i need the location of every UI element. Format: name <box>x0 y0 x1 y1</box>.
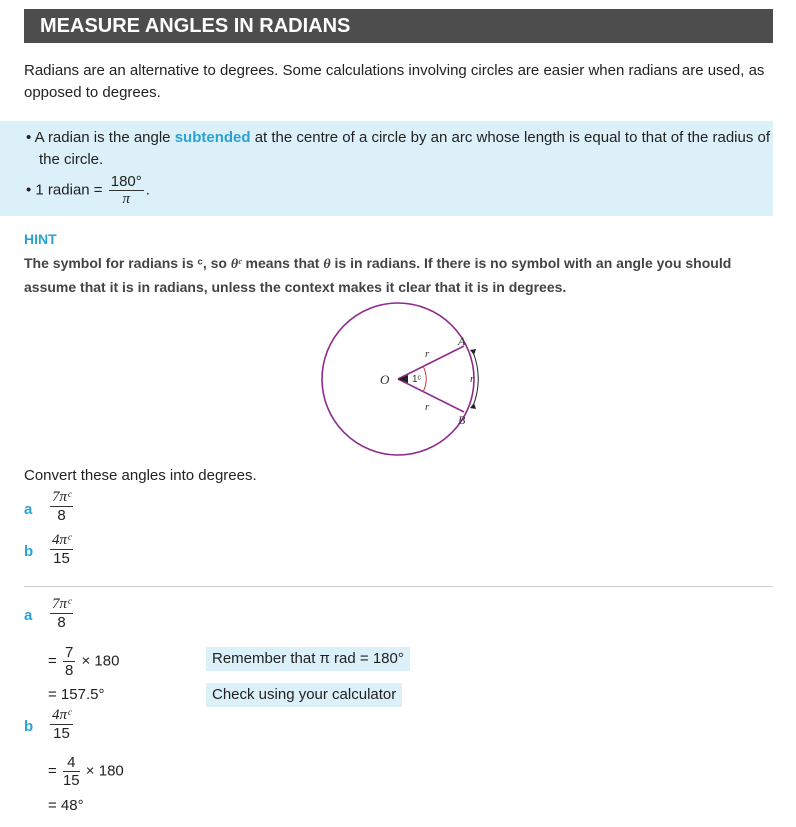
solution-b-fraction <box>50 707 73 742</box>
solution-a-result: = 157.5° <box>48 686 105 703</box>
multiply-180: × 180 <box>85 762 124 780</box>
equation-period: . <box>145 181 150 199</box>
solution-b-expression <box>48 707 75 742</box>
arc-arrowhead-top <box>470 349 476 355</box>
question-prompt: Convert these angles into degrees. <box>24 467 257 484</box>
key-point-radian-conversion: • 1 radian = $\frac{180^\circ}{\pi}$ . <box>26 173 150 207</box>
solution-a-expression <box>48 596 75 631</box>
hint-title: HINT <box>24 231 57 247</box>
multiply-180: × 180 <box>81 652 120 670</box>
solution-a-label: a <box>24 607 33 624</box>
fraction-denominator: π <box>122 191 130 207</box>
radian-circle-diagram <box>300 300 500 460</box>
fraction-numerator: 4πᶜ <box>52 532 71 548</box>
solution-b-label: b <box>24 718 34 735</box>
section-header <box>24 9 773 43</box>
solution-a-step1 <box>48 644 119 679</box>
label-a: A <box>458 334 466 348</box>
fraction-denominator: 8 <box>57 614 66 631</box>
radian-equation-label: 1 radian = <box>35 181 103 199</box>
hint-part: means that <box>241 255 324 271</box>
hint-text <box>24 252 759 298</box>
solution-b-step1-fraction <box>63 754 80 789</box>
fraction-numerator: 7πᶜ <box>52 489 71 505</box>
solution-b-result: = 48° <box>48 797 84 814</box>
label-radius-top: r <box>425 348 430 360</box>
radius-oa <box>398 346 464 379</box>
hint-part: , so <box>202 255 231 271</box>
solution-b-step1 <box>48 754 124 789</box>
intro-paragraph: Radians are an alternative to degrees. Some calculations involving circles are easier when radians are used, as opposed to degrees. <box>24 62 765 101</box>
question-b-expression <box>48 532 75 567</box>
hint-part: is in radians. If there is no symbol with an angle you should assume that it is in radians, unless the context makes it clear that it is in degrees. <box>24 255 732 295</box>
fraction-numerator: 4πᶜ <box>52 707 71 723</box>
equals-sign: = <box>48 652 57 670</box>
radius-ob <box>398 379 464 412</box>
key-point-text-continued: at the centre of a circle by an arc whose length is equal to that of the radius of the circle. <box>39 129 771 168</box>
angle-arc <box>423 366 426 392</box>
question-b-fraction <box>50 532 73 567</box>
fraction-denominator: 15 <box>53 550 70 567</box>
label-o: O <box>380 372 390 387</box>
hint-theta-c: θᶜ <box>230 257 242 272</box>
key-point-text: A radian is the angle <box>34 129 175 146</box>
fraction-numerator: 7πᶜ <box>52 596 71 612</box>
label-angle: 1ᶜ <box>412 374 422 385</box>
key-point-radian-definition: • A radian is the angle subtended at the centre of a circle by an arc whose length is equal to that of the radius of the circle. <box>26 129 771 168</box>
label-b: B <box>458 413 466 427</box>
question-b-label: b <box>24 543 34 560</box>
fraction-numerator: 4 <box>63 754 80 772</box>
question-a-expression <box>48 489 75 524</box>
solution-a-step1-fraction <box>63 644 75 679</box>
fraction-denominator: 8 <box>57 507 66 524</box>
section-title: MEASURE ANGLES IN RADIANS <box>40 15 351 37</box>
label-arc-length: r <box>470 373 475 385</box>
label-radius-bottom: r <box>425 401 430 413</box>
arc-arrowhead-bottom <box>470 403 476 409</box>
hint-symbol: ᶜ <box>197 255 203 271</box>
question-a-fraction <box>50 489 73 524</box>
fraction-denominator: 15 <box>53 725 70 742</box>
keyword-subtended[interactable]: subtended <box>174 129 251 146</box>
equals-sign: = <box>48 762 57 780</box>
note-check-calculator: Check using your calculator <box>206 683 402 707</box>
hint-theta: θ <box>323 257 331 272</box>
solution-a-fraction <box>50 596 73 631</box>
fraction-denominator: 15 <box>62 772 80 789</box>
radian-fraction <box>109 173 144 208</box>
fraction-numerator: 7 <box>64 644 74 661</box>
hint-part: The symbol for radians is <box>24 255 198 271</box>
fraction-denominator: 8 <box>64 662 74 679</box>
question-a-label: a <box>24 501 33 518</box>
solution-divider <box>24 586 773 587</box>
note-remember-pi: Remember that π rad = 180° <box>206 647 410 671</box>
fraction-numerator: 180° <box>110 173 142 190</box>
